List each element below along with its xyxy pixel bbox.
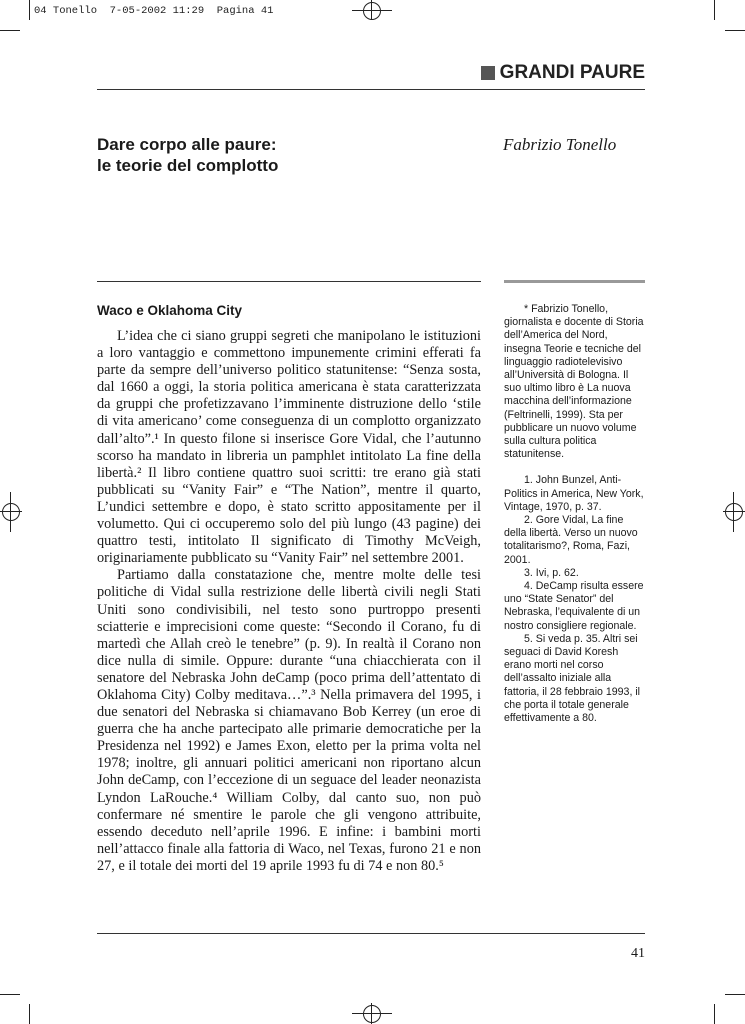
author-note: * Fabrizio Tonello, giornalista e docente di Storia dell’America del Nord, insegna Teorie e tecniche del linguaggio radiotelevisivo all’Università di Bologna. Il suo ultimo libro è La nuova macchina dell’informazione (Feltrinelli, 1999). Sta per pubblicare un nuovo volume sulla cultura politica statunitense. [504,303,644,461]
notes-rule [504,280,645,283]
crop-mark [714,1004,715,1024]
registration-mark-icon [0,511,22,512]
article-title [97,134,278,176]
registration-mark-icon [371,0,372,20]
square-bullet-icon [481,66,495,80]
title-line: le teorie del complotto [97,156,279,175]
footer-rule [97,933,645,934]
page-number: 41 [631,946,645,961]
section-heading [481,62,645,84]
registration-mark-icon [725,503,743,521]
crop-mark [714,0,715,20]
registration-mark-icon [363,2,381,20]
registration-mark-icon [733,492,734,532]
subheading: Waco e Oklahoma City [97,303,243,318]
registration-mark-icon [352,10,392,11]
paragraph: Partiamo dalla constatazione che, mentre molte delle tesi politiche di Vidal sulla restrizione delle libertà civili negli Stati Uniti sono condivisibili, nel testo sono purtroppo presenti sciatterie e imprecisioni come queste: “Secondo il Corano, fu di martedì che Allah creò le tenebre” (p. 9). In realtà il Corano non dice nulla di simile. Oppure: durante “una chiacchierata con il senatore del Nebraska John deCamp (poco prima dell’attentato di Oklahoma City) Colby meditava…”.³ Nella primavera del 1995, i due senatori del Nebraska si chiamavano Bob Kerrey (un eroe di guerra che ha anche partecipato alle primarie democratiche per la Presidenza nel 1992) e James Exon, eletto per la prima volta nel 1978; inoltre, gli annuari politici americani non riportano alcun John deCamp, con l’eccezione di un seguace del leader neonazista Lyndon LaRouche.⁴ William Colby, dal canto suo, non può confermare né smentire le parole che gli vengono attribuite, essendo deceduto nell’aprile 1996. E infine: i bambini morti nell’attacco finale alla fattoria di Waco, nel Texas, furono 21 e non 27, e il totale dei morti del 19 aprile 1993 fu di 74 e non 80.⁵ [97,567,481,874]
header-rule [97,89,645,90]
crop-mark [0,30,20,31]
section-label: GRANDI PAURE [499,62,645,83]
registration-mark-icon [371,1003,372,1024]
footnote: 4. DeCamp risulta essere uno “State Senator” del Nebraska, l’equivalente di un nostro consigliere regionale. [504,580,644,632]
footnote: 1. John Bunzel, Anti-Politics in America, New York, Vintage, 1970, p. 37. [504,474,644,513]
side-notes [504,303,646,725]
author-name: Fabrizio Tonello [503,135,617,154]
body-rule [97,281,481,282]
crop-mark [725,30,745,31]
crop-mark [725,994,745,995]
registration-mark-icon [10,492,11,532]
registration-mark-icon [723,511,745,512]
title-line: Dare corpo alle paure: [97,135,277,154]
print-slug: 04 Tonello 7-05-2002 11:29 Pagina 41 [34,5,274,17]
registration-mark-icon [2,503,20,521]
footnote: 2. Gore Vidal, La fine della libertà. Verso un nuovo totalitarismo?, Roma, Fazi, 2001. [504,514,638,566]
registration-mark-icon [363,1005,381,1023]
crop-mark [29,1004,30,1024]
body-text [97,328,481,875]
footnote: 5. Si veda p. 35. Altri sei seguaci di David Koresh erano morti nel corso dell’assalto iniziale alla fattoria, il 28 febbraio 1993, il che porta il totale generale effettivamente a 80. [504,632,641,725]
crop-mark [29,0,30,20]
crop-mark [0,994,20,995]
footnote: 3. Ivi, p. 62. [524,566,579,579]
registration-mark-icon [352,1013,392,1014]
paragraph: L’idea che ci siano gruppi segreti che manipolano le istituzioni a loro vantaggio e commettono impunemente crimini efferati fa parte da sempre dell’universo politico statunitense: “Senza sosta, dal 1660 a oggi, la storia politica americana è stata caratterizzata da gruppi che profetizzavano l’imminente distruzione dello ‘stile di vita americano’ come conseguenza di un complotto organizzato dall’alto”.¹ In questo filone si inserisce Gore Vidal, che l’autunno scorso ha mandato in libreria un pamphlet intitolato La fine della libertà.² Il libro contiene quattro suoi scritti: tre erano già stati pubblicati su “Vanity Fair” e “The Nation”, mentre il quarto, L’undici settembre e dopo, è stato scritto appositamente per il volumetto. Qui ci occuperemo solo del più lungo (43 pagine) dei quattro testi, intitolato Il significato di Timothy McVeigh, originariamente pubblicato su “Vanity Fair” nel settembre 2001. [97,328,481,567]
